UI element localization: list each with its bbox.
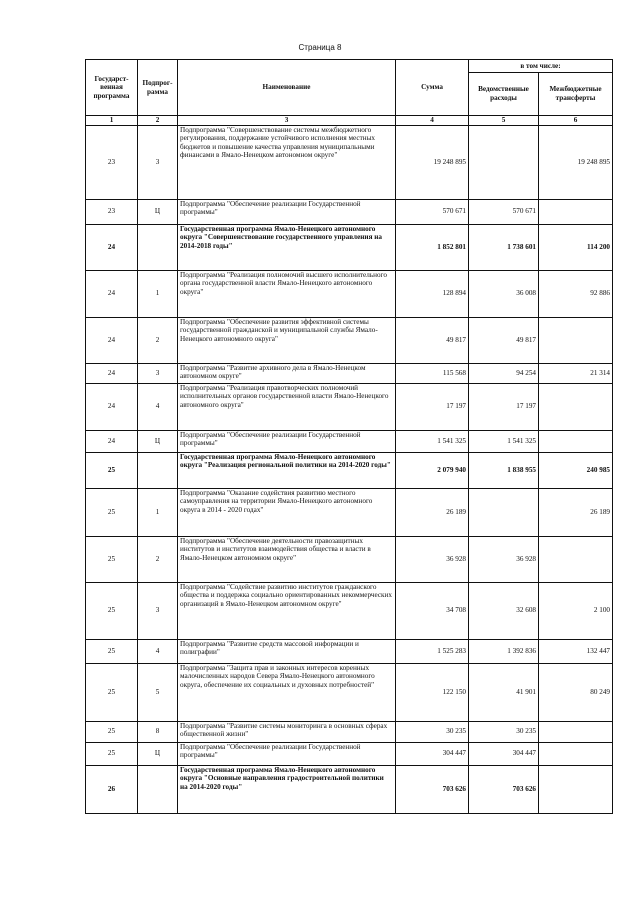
transfer-cell: 92 886 bbox=[539, 270, 613, 317]
departmental-cell: 1 392 836 bbox=[469, 639, 539, 663]
budget-table bbox=[85, 59, 613, 814]
column-number: 1 bbox=[86, 116, 138, 126]
departmental-cell: 30 235 bbox=[469, 721, 539, 742]
program-code-cell: 25 bbox=[86, 721, 138, 742]
subprogram-code-cell: 3 bbox=[138, 125, 178, 199]
column-number: 3 bbox=[178, 116, 396, 126]
sum-cell: 1 541 325 bbox=[396, 430, 469, 452]
departmental-cell bbox=[469, 125, 539, 199]
column-number: 5 bbox=[469, 116, 539, 126]
transfer-cell: 19 248 895 bbox=[539, 125, 613, 199]
subprogram-code-cell: 4 bbox=[138, 383, 178, 430]
program-code-cell: 23 bbox=[86, 125, 138, 199]
transfer-cell: 2 100 bbox=[539, 582, 613, 639]
transfer-cell: 26 189 bbox=[539, 488, 613, 536]
name-cell: Подпрограмма "Оказание содействия развитию местного самоуправления на территории Ямало-Ненецкого автономного округа в 2014 - 2020 годах" bbox=[178, 488, 396, 536]
departmental-cell: 94 254 bbox=[469, 363, 539, 383]
name-cell: Государственная программа Ямало-Ненецкого автономного округа "Основные направления градостроительной политики на 2014-2020 годы" bbox=[178, 765, 396, 813]
header-subprogram: Подпрог-рамма bbox=[138, 60, 178, 116]
subprogram-code-cell: 2 bbox=[138, 317, 178, 363]
table-row bbox=[86, 224, 613, 270]
name-cell: Подпрограмма "Совершенствование системы межбюджетного регулирования, поддержание устойчивого исполнения местных бюджетов и повышение качества управления муниципальными финансами в Ямало-Ненецком автономном округе" bbox=[178, 125, 396, 199]
table-row bbox=[86, 639, 613, 663]
sum-cell: 1 525 283 bbox=[396, 639, 469, 663]
column-number: 6 bbox=[539, 116, 613, 126]
table-row bbox=[86, 199, 613, 224]
program-code-cell: 25 bbox=[86, 639, 138, 663]
program-code-cell: 25 bbox=[86, 663, 138, 721]
program-code-cell: 25 bbox=[86, 536, 138, 582]
sum-cell: 122 150 bbox=[396, 663, 469, 721]
program-code-cell: 25 bbox=[86, 582, 138, 639]
transfer-cell bbox=[539, 765, 613, 813]
transfer-cell: 114 200 bbox=[539, 224, 613, 270]
departmental-cell: 41 901 bbox=[469, 663, 539, 721]
name-cell: Государственная программа Ямало-Ненецкого автономного округа "Реализация региональной политики на 2014-2020 годы" bbox=[178, 452, 396, 488]
departmental-cell: 1 738 601 bbox=[469, 224, 539, 270]
program-code-cell: 24 bbox=[86, 224, 138, 270]
name-cell: Подпрограмма "Обеспечение развития эффективной системы государственной гражданской и муниципальной службы Ямало-Ненецкого автономного округа" bbox=[178, 317, 396, 363]
name-cell: Подпрограмма "Развитие средств массовой информации и полиграфии" bbox=[178, 639, 396, 663]
transfer-cell bbox=[539, 721, 613, 742]
table-row bbox=[86, 721, 613, 742]
table-row bbox=[86, 125, 613, 199]
table-row bbox=[86, 430, 613, 452]
subprogram-code-cell bbox=[138, 452, 178, 488]
name-cell: Подпрограмма "Развитие архивного дела в Ямало-Ненецком автономном округе" bbox=[178, 363, 396, 383]
name-cell: Подпрограмма "Обеспечение реализации Государственной программы" bbox=[178, 199, 396, 224]
name-cell: Государственная программа Ямало-Ненецкого автономного округа "Совершенствование государственного управления на 2014-2018 годы" bbox=[178, 224, 396, 270]
program-code-cell: 25 bbox=[86, 452, 138, 488]
departmental-cell: 1 541 325 bbox=[469, 430, 539, 452]
departmental-cell: 36 008 bbox=[469, 270, 539, 317]
departmental-cell bbox=[469, 488, 539, 536]
subprogram-code-cell: 1 bbox=[138, 270, 178, 317]
subprogram-code-cell: 1 bbox=[138, 488, 178, 536]
subprogram-code-cell: Ц bbox=[138, 742, 178, 765]
sum-cell: 34 708 bbox=[396, 582, 469, 639]
subprogram-code-cell: 4 bbox=[138, 639, 178, 663]
name-cell: Подпрограмма "Содействие развитию институтов гражданского общества и поддержка социально ориентированных некоммерческих организаций в Ямало-Ненецком автономном округе" bbox=[178, 582, 396, 639]
name-cell: Подпрограмма "Обеспечение реализации Государственной программы" bbox=[178, 430, 396, 452]
sum-cell: 703 626 bbox=[396, 765, 469, 813]
header-transfers: Межбюджетные трансферты bbox=[539, 73, 613, 116]
table-row bbox=[86, 582, 613, 639]
program-code-cell: 25 bbox=[86, 488, 138, 536]
sum-cell: 304 447 bbox=[396, 742, 469, 765]
table-row bbox=[86, 383, 613, 430]
sum-cell: 49 817 bbox=[396, 317, 469, 363]
departmental-cell: 49 817 bbox=[469, 317, 539, 363]
program-code-cell: 25 bbox=[86, 742, 138, 765]
table-row bbox=[86, 663, 613, 721]
program-code-cell: 24 bbox=[86, 317, 138, 363]
subprogram-code-cell bbox=[138, 224, 178, 270]
sum-cell: 2 079 940 bbox=[396, 452, 469, 488]
transfer-cell bbox=[539, 430, 613, 452]
table-row bbox=[86, 363, 613, 383]
transfer-cell: 80 249 bbox=[539, 663, 613, 721]
column-number: 4 bbox=[396, 116, 469, 126]
departmental-cell: 703 626 bbox=[469, 765, 539, 813]
name-cell: Подпрограмма "Обеспечение деятельности правозащитных институтов и институтов взаимодействия общества и власти в Ямало-Ненецком автономном округе" bbox=[178, 536, 396, 582]
transfer-cell bbox=[539, 317, 613, 363]
departmental-cell: 570 671 bbox=[469, 199, 539, 224]
subprogram-code-cell: 5 bbox=[138, 663, 178, 721]
table-row bbox=[86, 270, 613, 317]
column-number: 2 bbox=[138, 116, 178, 126]
table-row bbox=[86, 488, 613, 536]
name-cell: Подпрограмма "Реализация полномочий высшего исполнительного органа государственной власти Ямало-Ненецкого автономного округа" bbox=[178, 270, 396, 317]
subprogram-code-cell: 8 bbox=[138, 721, 178, 742]
table-row bbox=[86, 536, 613, 582]
departmental-cell: 304 447 bbox=[469, 742, 539, 765]
table-row bbox=[86, 742, 613, 765]
departmental-cell: 36 928 bbox=[469, 536, 539, 582]
sum-cell: 30 235 bbox=[396, 721, 469, 742]
subprogram-code-cell bbox=[138, 765, 178, 813]
header-name: Наименование bbox=[178, 60, 396, 116]
subprogram-code-cell: 2 bbox=[138, 536, 178, 582]
transfer-cell bbox=[539, 199, 613, 224]
name-cell: Подпрограмма "Защита прав и законных интересов коренных малочисленных народов Севера Ямало-Ненецкого автономного округа, обеспечение их социальных и духовных потребностей" bbox=[178, 663, 396, 721]
subprogram-code-cell: 3 bbox=[138, 363, 178, 383]
header-group-including: в том числе: bbox=[469, 60, 613, 73]
header-departmental: Ведомственные расходы bbox=[469, 73, 539, 116]
table-row bbox=[86, 765, 613, 813]
name-cell: Подпрограмма "Обеспечение реализации Государственной программы" bbox=[178, 742, 396, 765]
subprogram-code-cell: Ц bbox=[138, 430, 178, 452]
departmental-cell: 17 197 bbox=[469, 383, 539, 430]
column-number-row bbox=[86, 116, 613, 126]
transfer-cell bbox=[539, 536, 613, 582]
name-cell: Подпрограмма "Реализация правотворческих полномочий исполнительных органов государственной власти Ямало-Ненецкого автономного округа" bbox=[178, 383, 396, 430]
program-code-cell: 23 bbox=[86, 199, 138, 224]
departmental-cell: 32 608 bbox=[469, 582, 539, 639]
transfer-cell: 240 985 bbox=[539, 452, 613, 488]
program-code-cell: 24 bbox=[86, 270, 138, 317]
sum-cell: 36 928 bbox=[396, 536, 469, 582]
page-number: Страница 8 bbox=[298, 43, 342, 52]
program-code-cell: 26 bbox=[86, 765, 138, 813]
subprogram-code-cell: Ц bbox=[138, 199, 178, 224]
name-cell: Подпрограмма "Развитие системы мониторинга в основных сферах общественной жизни" bbox=[178, 721, 396, 742]
subprogram-code-cell: 3 bbox=[138, 582, 178, 639]
sum-cell: 19 248 895 bbox=[396, 125, 469, 199]
sum-cell: 115 568 bbox=[396, 363, 469, 383]
transfer-cell bbox=[539, 742, 613, 765]
sum-cell: 570 671 bbox=[396, 199, 469, 224]
header-program: Государст-венная программа bbox=[86, 60, 138, 116]
sum-cell: 128 894 bbox=[396, 270, 469, 317]
sum-cell: 26 189 bbox=[396, 488, 469, 536]
program-code-cell: 24 bbox=[86, 383, 138, 430]
header-sum: Сумма bbox=[396, 60, 469, 116]
departmental-cell: 1 838 955 bbox=[469, 452, 539, 488]
program-code-cell: 24 bbox=[86, 363, 138, 383]
transfer-cell bbox=[539, 383, 613, 430]
sum-cell: 17 197 bbox=[396, 383, 469, 430]
program-code-cell: 24 bbox=[86, 430, 138, 452]
table-row bbox=[86, 317, 613, 363]
transfer-cell: 21 314 bbox=[539, 363, 613, 383]
table-row bbox=[86, 452, 613, 488]
transfer-cell: 132 447 bbox=[539, 639, 613, 663]
sum-cell: 1 852 801 bbox=[396, 224, 469, 270]
